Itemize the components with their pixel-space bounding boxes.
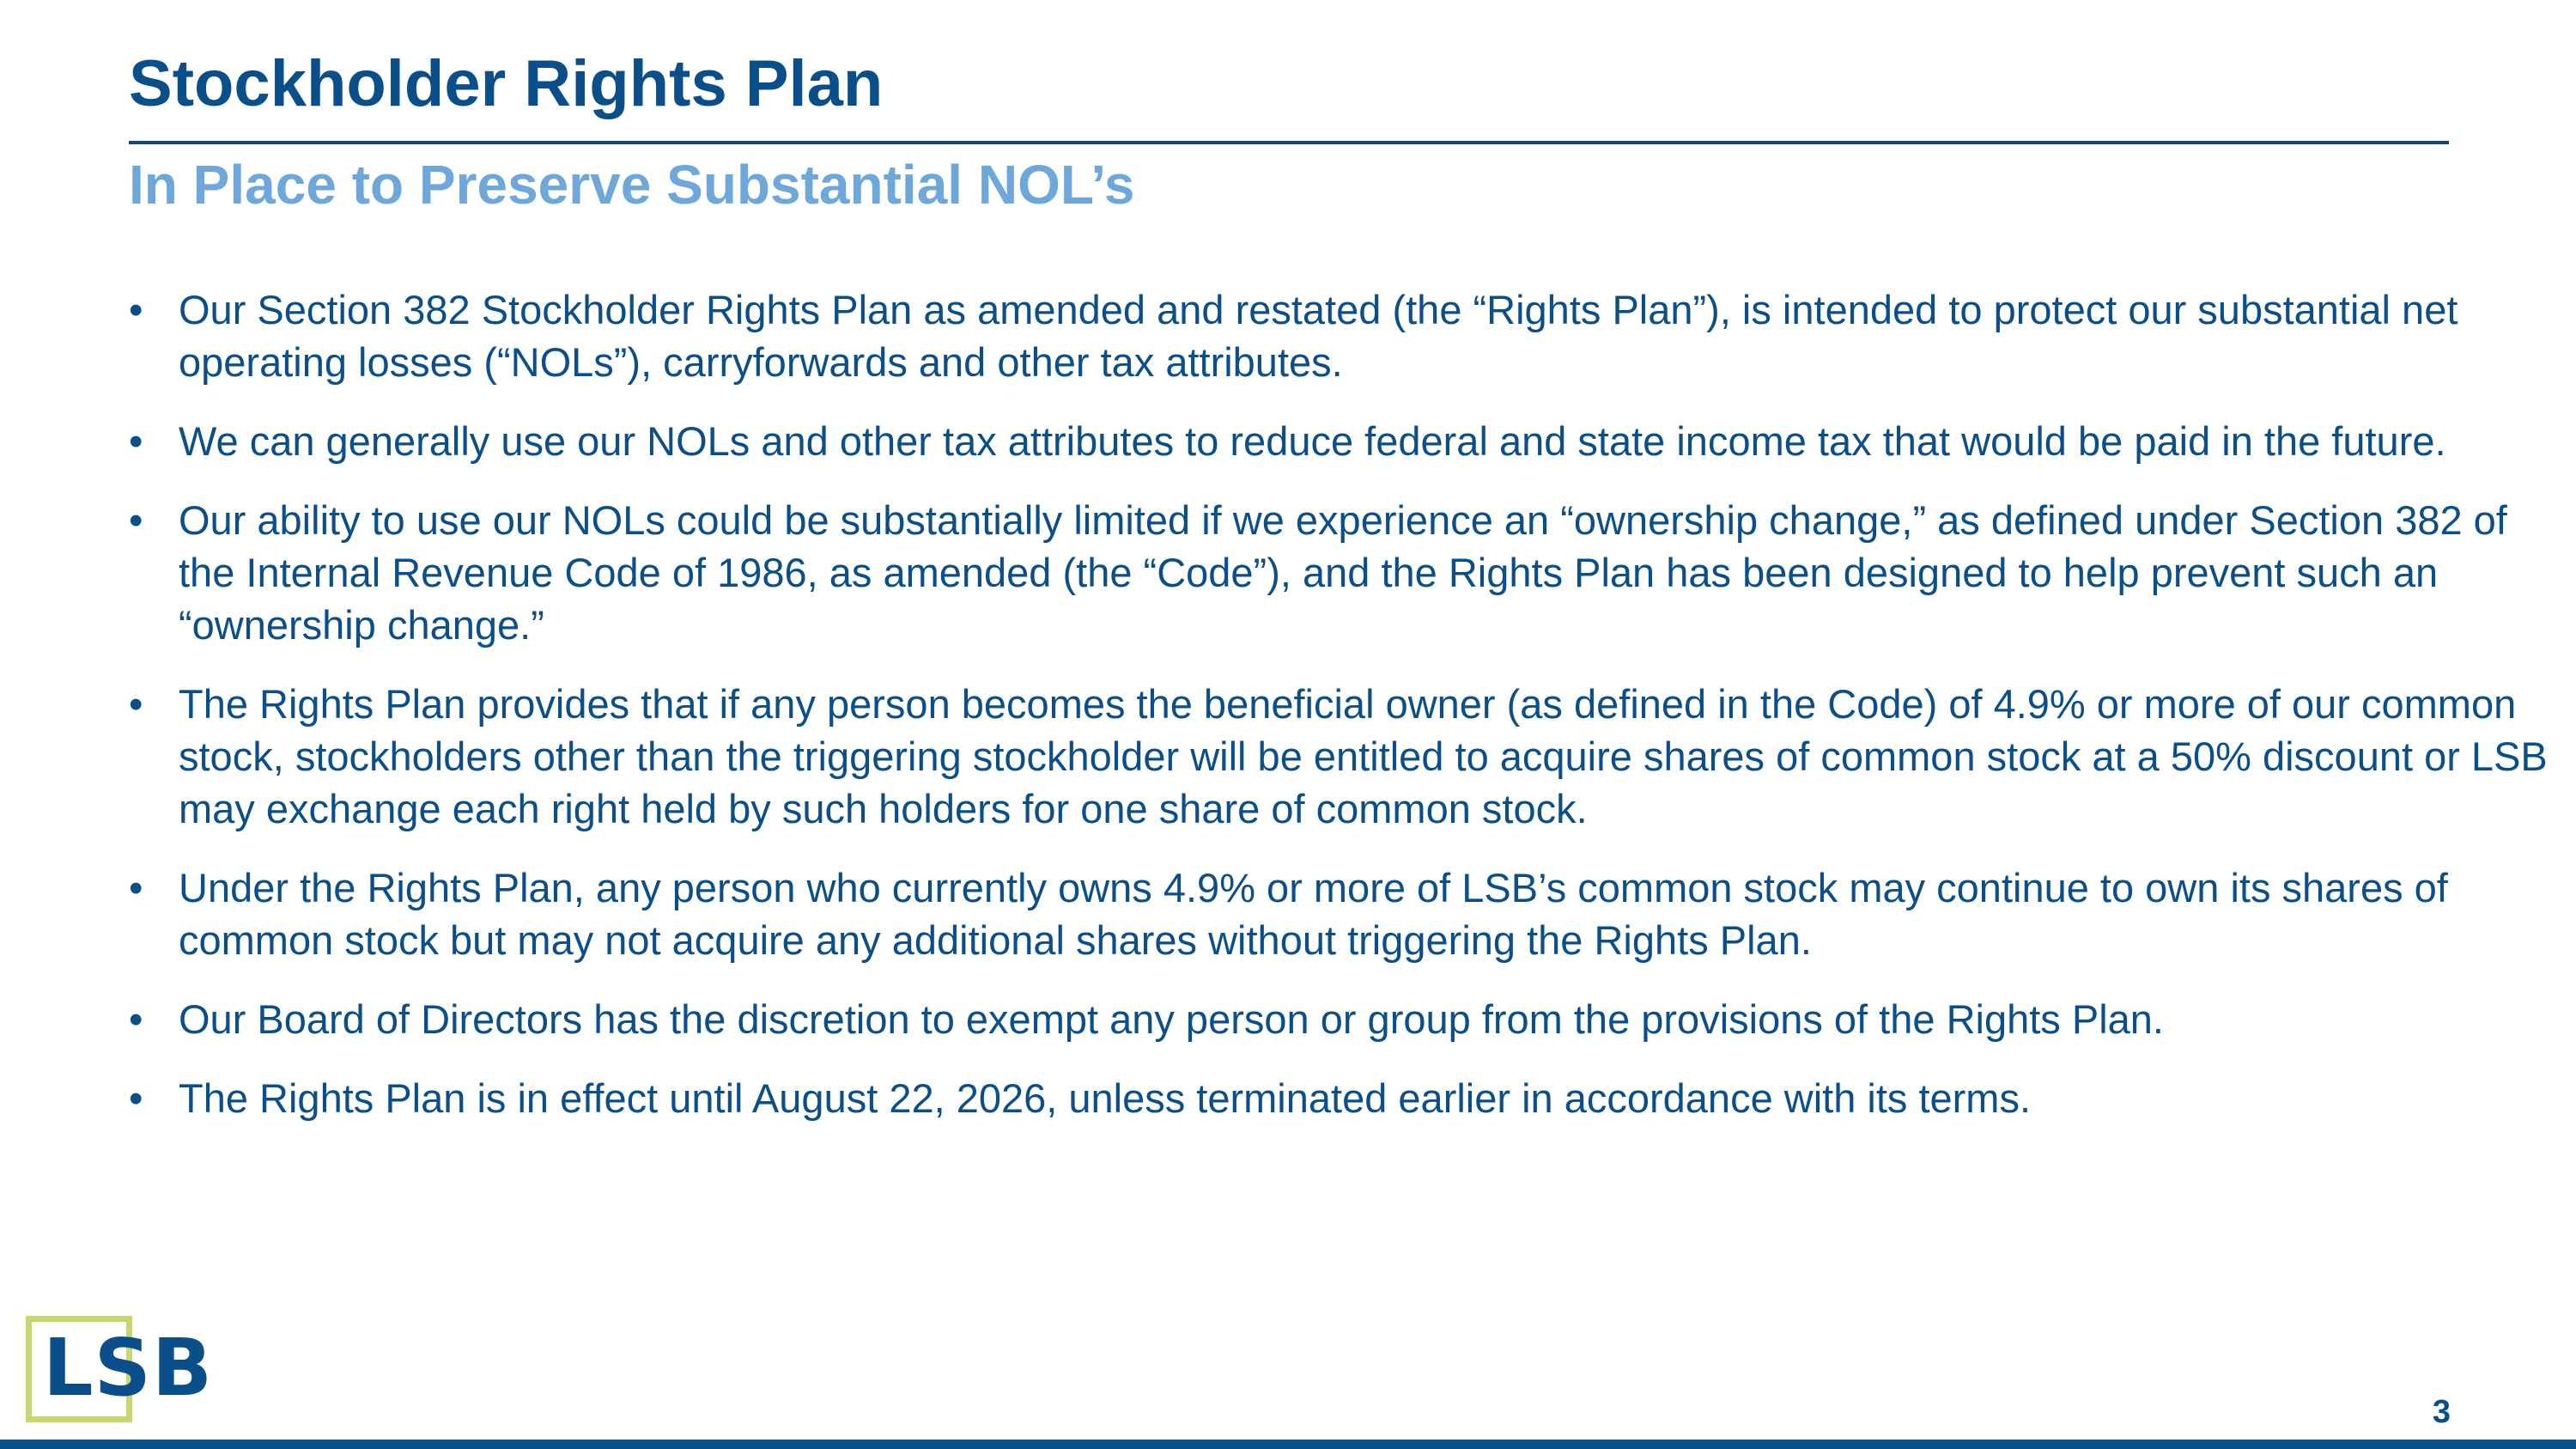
bullet-dot-icon: •: [129, 287, 143, 332]
bullet-item: [129, 283, 2559, 388]
logo-text: LSB: [43, 1322, 214, 1414]
bullet-item: [129, 415, 2559, 467]
bullet-dot-icon: •: [129, 1075, 143, 1121]
bullet-dot-icon: •: [129, 497, 143, 543]
bullet-item: [129, 993, 2559, 1045]
lsb-logo: [26, 1316, 232, 1423]
bullet-item: [129, 494, 2559, 651]
bullet-item: [129, 861, 2559, 966]
bullet-list: [129, 283, 2559, 1151]
slide-title: Stockholder Rights Plan: [129, 47, 884, 120]
bullet-dot-icon: •: [129, 996, 143, 1042]
bullet-item: [129, 678, 2559, 835]
bullet-text: We can generally use our NOLs and other tax attributes to reduce federal and state income tax that would be paid in the future.: [179, 418, 2446, 464]
bullet-text: Our ability to use our NOLs could be substantially limited if we experience an “ownership change,” as defined under Section 382 of the Internal Revenue Code of 1986, as amended (the “Code”), and the Rights Plan has been designed to help prevent such an “ownership change.”: [179, 497, 2507, 648]
bullet-text: Our Board of Directors has the discretion to exempt any person or group from the provisions of the Rights Plan.: [179, 996, 2164, 1042]
page-number: 3: [2432, 1394, 2451, 1430]
bullet-dot-icon: •: [129, 681, 143, 727]
bullet-item: [129, 1072, 2559, 1124]
bullet-text: Our Section 382 Stockholder Rights Plan as amended and restated (the “Rights Plan”), is intended to protect our substantial net operating losses (“NOLs”), carryforwards and other tax attributes.: [179, 287, 2458, 385]
bullet-text: The Rights Plan is in effect until August 22, 2026, unless terminated earlier in accordance with its terms.: [179, 1075, 2032, 1121]
bullet-dot-icon: •: [129, 418, 143, 464]
footer-bar: [0, 1440, 2576, 1449]
slide-subtitle: In Place to Preserve Substantial NOL’s: [129, 154, 1135, 216]
bullet-dot-icon: •: [129, 865, 143, 910]
bullet-text: Under the Rights Plan, any person who currently owns 4.9% or more of LSB’s common stock may continue to own its shares of common stock but may not acquire any additional shares without triggering the Rights Plan.: [179, 865, 2448, 963]
bullet-text: The Rights Plan provides that if any person becomes the beneficial owner (as defined in the Code) of 4.9% or more of our common stock, stockholders other than the triggering stockholder will be entitled to acquire shares of common stock at a 50% discount or LSB may exchange each right held by such holders for one share of common stock.: [179, 681, 2548, 831]
